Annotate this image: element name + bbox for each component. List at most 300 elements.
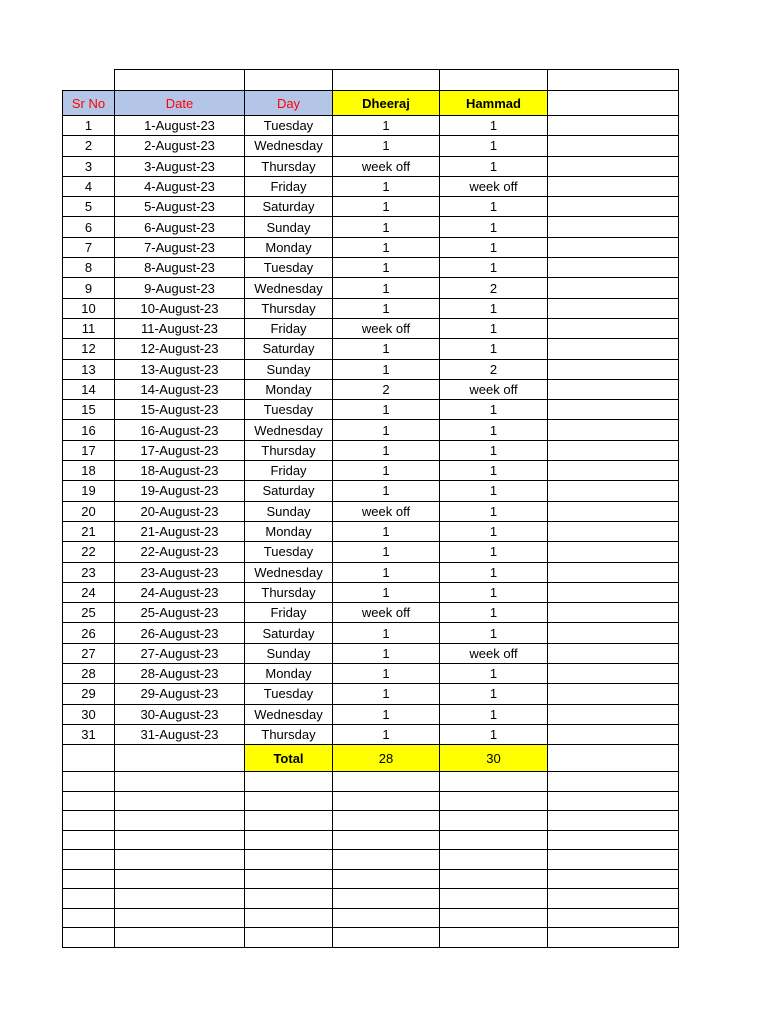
date-cell[interactable]: 9-August-23 — [115, 278, 245, 298]
cell[interactable] — [548, 70, 679, 91]
cell[interactable] — [63, 850, 115, 870]
sr-no-cell[interactable]: 25 — [63, 603, 115, 623]
header-date[interactable]: Date — [115, 91, 245, 116]
day-cell[interactable]: Sunday — [245, 643, 333, 663]
dheeraj-cell[interactable]: 1 — [333, 704, 440, 724]
cell[interactable] — [245, 908, 333, 928]
cell[interactable] — [548, 830, 679, 850]
date-cell[interactable]: 4-August-23 — [115, 176, 245, 196]
hammad-cell[interactable]: 1 — [440, 258, 548, 278]
hammad-cell[interactable]: 1 — [440, 684, 548, 704]
day-cell[interactable]: Thursday — [245, 724, 333, 744]
sr-no-cell[interactable]: 1 — [63, 116, 115, 136]
hammad-cell[interactable]: 1 — [440, 623, 548, 643]
sr-no-cell[interactable]: 3 — [63, 156, 115, 176]
sr-no-cell[interactable]: 20 — [63, 501, 115, 521]
empty-row — [63, 772, 679, 792]
table-row — [63, 582, 679, 602]
day-cell[interactable]: Monday — [245, 521, 333, 541]
cell[interactable] — [245, 811, 333, 831]
day-cell[interactable]: Sunday — [245, 501, 333, 521]
date-cell[interactable]: 24-August-23 — [115, 582, 245, 602]
extra-cell[interactable] — [548, 643, 679, 663]
dheeraj-cell[interactable]: 1 — [333, 278, 440, 298]
date-cell[interactable]: 19-August-23 — [115, 481, 245, 501]
cell[interactable] — [63, 928, 115, 948]
day-cell[interactable]: Wednesday — [245, 420, 333, 440]
date-cell[interactable]: 3-August-23 — [115, 156, 245, 176]
hammad-cell[interactable]: 1 — [440, 582, 548, 602]
day-cell[interactable]: Saturday — [245, 339, 333, 359]
extra-cell[interactable] — [548, 521, 679, 541]
table-row — [63, 298, 679, 318]
sr-no-cell[interactable]: 21 — [63, 521, 115, 541]
table-row — [63, 197, 679, 217]
table-row — [63, 420, 679, 440]
date-cell[interactable]: 25-August-23 — [115, 603, 245, 623]
extra-cell[interactable] — [548, 582, 679, 602]
hammad-cell[interactable]: 1 — [440, 116, 548, 136]
dheeraj-cell[interactable]: 1 — [333, 481, 440, 501]
sr-no-cell[interactable]: 13 — [63, 359, 115, 379]
date-cell[interactable]: 16-August-23 — [115, 420, 245, 440]
hammad-cell[interactable]: 1 — [440, 724, 548, 744]
sr-no-cell[interactable]: 31 — [63, 724, 115, 744]
date-cell[interactable]: 31-August-23 — [115, 724, 245, 744]
total-dheeraj[interactable]: 28 — [333, 745, 440, 772]
hammad-cell[interactable]: 1 — [440, 339, 548, 359]
hammad-cell[interactable]: 1 — [440, 664, 548, 684]
table-row — [63, 643, 679, 663]
cell[interactable] — [548, 928, 679, 948]
cell[interactable] — [548, 772, 679, 792]
date-cell[interactable]: 17-August-23 — [115, 440, 245, 460]
cell[interactable] — [548, 791, 679, 811]
cell[interactable] — [63, 908, 115, 928]
dheeraj-cell[interactable]: 1 — [333, 684, 440, 704]
date-cell[interactable]: 6-August-23 — [115, 217, 245, 237]
dheeraj-cell[interactable]: 1 — [333, 339, 440, 359]
dheeraj-cell[interactable]: week off — [333, 501, 440, 521]
cell[interactable] — [440, 850, 548, 870]
dheeraj-cell[interactable]: 1 — [333, 420, 440, 440]
hammad-cell[interactable]: 1 — [440, 400, 548, 420]
dheeraj-cell[interactable]: 1 — [333, 116, 440, 136]
cell[interactable] — [440, 889, 548, 909]
extra-cell[interactable] — [548, 461, 679, 481]
hammad-cell[interactable]: week off — [440, 176, 548, 196]
cell[interactable] — [548, 811, 679, 831]
table-row — [63, 379, 679, 399]
hammad-cell[interactable]: 1 — [440, 603, 548, 623]
date-cell[interactable]: 18-August-23 — [115, 461, 245, 481]
table-row — [63, 217, 679, 237]
sr-no-cell[interactable]: 16 — [63, 420, 115, 440]
sr-no-cell[interactable]: 8 — [63, 258, 115, 278]
empty-row — [63, 811, 679, 831]
empty-row — [63, 889, 679, 909]
cell[interactable] — [63, 772, 115, 792]
table-row — [63, 603, 679, 623]
day-cell[interactable]: Thursday — [245, 582, 333, 602]
cell[interactable] — [63, 889, 115, 909]
hammad-cell[interactable]: week off — [440, 379, 548, 399]
dheeraj-cell[interactable]: 1 — [333, 582, 440, 602]
table-row — [63, 501, 679, 521]
cell[interactable] — [245, 70, 333, 91]
header-row — [63, 91, 679, 116]
day-cell[interactable]: Monday — [245, 664, 333, 684]
cell[interactable] — [440, 908, 548, 928]
dheeraj-cell[interactable]: 1 — [333, 521, 440, 541]
cell[interactable] — [333, 811, 440, 831]
table-row — [63, 461, 679, 481]
hammad-cell[interactable]: 1 — [440, 521, 548, 541]
sr-no-cell[interactable]: 22 — [63, 542, 115, 562]
cell[interactable] — [115, 772, 245, 792]
date-cell[interactable]: 11-August-23 — [115, 318, 245, 338]
hammad-cell[interactable]: 2 — [440, 359, 548, 379]
hammad-cell[interactable]: 1 — [440, 136, 548, 156]
cell[interactable] — [115, 889, 245, 909]
extra-cell[interactable] — [548, 664, 679, 684]
table-row — [63, 318, 679, 338]
table-row — [63, 237, 679, 257]
cell[interactable] — [63, 869, 115, 889]
table-row — [63, 440, 679, 460]
day-cell[interactable]: Friday — [245, 318, 333, 338]
extra-cell[interactable] — [548, 176, 679, 196]
day-cell[interactable]: Sunday — [245, 217, 333, 237]
table-row — [63, 724, 679, 744]
cell[interactable] — [245, 869, 333, 889]
cell[interactable] — [333, 772, 440, 792]
day-cell[interactable]: Tuesday — [245, 258, 333, 278]
cell[interactable] — [333, 889, 440, 909]
dheeraj-cell[interactable]: 1 — [333, 440, 440, 460]
cell[interactable] — [548, 908, 679, 928]
day-cell[interactable]: Wednesday — [245, 562, 333, 582]
cell[interactable] — [245, 850, 333, 870]
hammad-cell[interactable]: 1 — [440, 562, 548, 582]
extra-cell[interactable] — [548, 501, 679, 521]
sr-no-cell[interactable]: 23 — [63, 562, 115, 582]
hammad-cell[interactable]: 1 — [440, 420, 548, 440]
sr-no-cell[interactable]: 9 — [63, 278, 115, 298]
hammad-cell[interactable]: 1 — [440, 197, 548, 217]
extra-cell[interactable] — [548, 704, 679, 724]
table-row — [63, 400, 679, 420]
dheeraj-cell[interactable]: 1 — [333, 400, 440, 420]
hammad-cell[interactable]: 1 — [440, 156, 548, 176]
date-cell[interactable]: 26-August-23 — [115, 623, 245, 643]
extra-cell[interactable] — [548, 724, 679, 744]
cell[interactable] — [245, 791, 333, 811]
sr-no-cell[interactable]: 24 — [63, 582, 115, 602]
cell[interactable] — [115, 811, 245, 831]
sr-no-cell[interactable]: 17 — [63, 440, 115, 460]
day-cell[interactable]: Thursday — [245, 298, 333, 318]
cell[interactable] — [333, 869, 440, 889]
dheeraj-cell[interactable]: 1 — [333, 664, 440, 684]
cell[interactable] — [115, 830, 245, 850]
extra-cell[interactable] — [548, 400, 679, 420]
hammad-cell[interactable]: 1 — [440, 461, 548, 481]
cell[interactable] — [548, 889, 679, 909]
day-cell[interactable]: Thursday — [245, 156, 333, 176]
cell[interactable] — [63, 791, 115, 811]
cell[interactable] — [548, 850, 679, 870]
cell[interactable] — [245, 772, 333, 792]
empty-row — [63, 830, 679, 850]
cell[interactable] — [245, 830, 333, 850]
day-cell[interactable]: Monday — [245, 379, 333, 399]
extra-cell[interactable] — [548, 481, 679, 501]
date-cell[interactable]: 27-August-23 — [115, 643, 245, 663]
hammad-cell[interactable]: 1 — [440, 481, 548, 501]
extra-cell[interactable] — [548, 379, 679, 399]
extra-cell[interactable] — [548, 237, 679, 257]
cell[interactable] — [115, 745, 245, 772]
sr-no-cell[interactable]: 7 — [63, 237, 115, 257]
hammad-cell[interactable]: 1 — [440, 298, 548, 318]
dheeraj-cell[interactable]: 1 — [333, 136, 440, 156]
cell[interactable] — [115, 791, 245, 811]
day-cell[interactable]: Thursday — [245, 440, 333, 460]
day-cell[interactable]: Tuesday — [245, 542, 333, 562]
extra-cell[interactable] — [548, 217, 679, 237]
dheeraj-cell[interactable]: 1 — [333, 197, 440, 217]
date-cell[interactable]: 15-August-23 — [115, 400, 245, 420]
extra-cell[interactable] — [548, 156, 679, 176]
table-row — [63, 542, 679, 562]
date-cell[interactable]: 23-August-23 — [115, 562, 245, 582]
top-blank-row — [63, 70, 679, 91]
day-cell[interactable]: Tuesday — [245, 684, 333, 704]
date-cell[interactable]: 13-August-23 — [115, 359, 245, 379]
extra-cell[interactable] — [548, 339, 679, 359]
hammad-cell[interactable]: 1 — [440, 501, 548, 521]
table-row — [63, 116, 679, 136]
cell[interactable] — [333, 70, 440, 91]
dheeraj-cell[interactable]: 1 — [333, 237, 440, 257]
cell[interactable] — [333, 908, 440, 928]
sr-no-cell[interactable]: 15 — [63, 400, 115, 420]
dheeraj-cell[interactable]: 1 — [333, 359, 440, 379]
sr-no-cell[interactable]: 29 — [63, 684, 115, 704]
cell[interactable] — [440, 869, 548, 889]
cell[interactable] — [440, 70, 548, 91]
day-cell[interactable]: Saturday — [245, 623, 333, 643]
sr-no-cell[interactable]: 30 — [63, 704, 115, 724]
header-hammad[interactable]: Hammad — [440, 91, 548, 116]
table-row — [63, 481, 679, 501]
hammad-cell[interactable]: 1 — [440, 440, 548, 460]
cell[interactable] — [548, 745, 679, 772]
hammad-cell[interactable]: 1 — [440, 318, 548, 338]
header-sr-no[interactable]: Sr No — [63, 91, 115, 116]
extra-cell[interactable] — [548, 258, 679, 278]
dheeraj-cell[interactable]: 1 — [333, 258, 440, 278]
day-cell[interactable]: Saturday — [245, 481, 333, 501]
empty-row — [63, 928, 679, 948]
date-cell[interactable]: 20-August-23 — [115, 501, 245, 521]
table-row — [63, 156, 679, 176]
cell[interactable] — [245, 928, 333, 948]
day-cell[interactable]: Wednesday — [245, 136, 333, 156]
date-cell[interactable]: 21-August-23 — [115, 521, 245, 541]
extra-cell[interactable] — [548, 603, 679, 623]
table-row — [63, 176, 679, 196]
dheeraj-cell[interactable]: 1 — [333, 217, 440, 237]
header-dheeraj[interactable]: Dheeraj — [333, 91, 440, 116]
extra-cell[interactable] — [548, 440, 679, 460]
day-cell[interactable]: Monday — [245, 237, 333, 257]
header-day[interactable]: Day — [245, 91, 333, 116]
table-row — [63, 562, 679, 582]
empty-row — [63, 791, 679, 811]
extra-cell[interactable] — [548, 197, 679, 217]
day-cell[interactable]: Saturday — [245, 197, 333, 217]
hammad-cell[interactable]: 2 — [440, 278, 548, 298]
cell[interactable] — [63, 830, 115, 850]
day-cell[interactable]: Sunday — [245, 359, 333, 379]
hammad-cell[interactable]: 1 — [440, 542, 548, 562]
dheeraj-cell[interactable]: 1 — [333, 298, 440, 318]
date-cell[interactable]: 10-August-23 — [115, 298, 245, 318]
table-row — [63, 278, 679, 298]
extra-cell[interactable] — [548, 420, 679, 440]
dheeraj-cell[interactable]: 1 — [333, 562, 440, 582]
day-cell[interactable]: Friday — [245, 603, 333, 623]
date-cell[interactable]: 30-August-23 — [115, 704, 245, 724]
totals-row — [63, 745, 679, 772]
table-row — [63, 623, 679, 643]
dheeraj-cell[interactable]: 1 — [333, 542, 440, 562]
dheeraj-cell[interactable]: 1 — [333, 623, 440, 643]
date-cell[interactable]: 1-August-23 — [115, 116, 245, 136]
table-row — [63, 359, 679, 379]
sr-no-cell[interactable]: 19 — [63, 481, 115, 501]
cell[interactable] — [440, 811, 548, 831]
total-label[interactable]: Total — [245, 745, 333, 772]
empty-row — [63, 869, 679, 889]
date-cell[interactable]: 8-August-23 — [115, 258, 245, 278]
day-cell[interactable]: Tuesday — [245, 116, 333, 136]
cell[interactable] — [115, 869, 245, 889]
empty-row — [63, 850, 679, 870]
dheeraj-cell[interactable]: week off — [333, 156, 440, 176]
cell[interactable] — [115, 908, 245, 928]
day-cell[interactable]: Friday — [245, 176, 333, 196]
cell[interactable] — [115, 70, 245, 91]
sr-no-cell[interactable]: 6 — [63, 217, 115, 237]
extra-cell[interactable] — [548, 318, 679, 338]
cell[interactable] — [333, 850, 440, 870]
extra-cell[interactable] — [548, 298, 679, 318]
sr-no-cell[interactable]: 5 — [63, 197, 115, 217]
day-cell[interactable]: Wednesday — [245, 704, 333, 724]
dheeraj-cell[interactable]: 1 — [333, 724, 440, 744]
cell[interactable] — [440, 830, 548, 850]
extra-cell[interactable] — [548, 542, 679, 562]
cell[interactable] — [333, 830, 440, 850]
table-row — [63, 136, 679, 156]
extra-cell[interactable] — [548, 684, 679, 704]
sr-no-cell[interactable]: 4 — [63, 176, 115, 196]
hammad-cell[interactable]: 1 — [440, 237, 548, 257]
sr-no-cell[interactable]: 12 — [63, 339, 115, 359]
cell[interactable] — [245, 889, 333, 909]
sr-no-cell[interactable]: 10 — [63, 298, 115, 318]
day-cell[interactable]: Friday — [245, 461, 333, 481]
table-row — [63, 258, 679, 278]
cell[interactable] — [115, 850, 245, 870]
sr-no-cell[interactable]: 18 — [63, 461, 115, 481]
sr-no-cell[interactable]: 26 — [63, 623, 115, 643]
cell[interactable] — [115, 928, 245, 948]
date-cell[interactable]: 5-August-23 — [115, 197, 245, 217]
table-row — [63, 521, 679, 541]
hammad-cell[interactable]: 1 — [440, 217, 548, 237]
day-cell[interactable]: Wednesday — [245, 278, 333, 298]
table-row — [63, 684, 679, 704]
sr-no-cell[interactable]: 2 — [63, 136, 115, 156]
sr-no-cell[interactable]: 27 — [63, 643, 115, 663]
extra-cell[interactable] — [548, 116, 679, 136]
extra-cell[interactable] — [548, 136, 679, 156]
sr-no-cell[interactable]: 14 — [63, 379, 115, 399]
day-cell[interactable]: Tuesday — [245, 400, 333, 420]
cell[interactable] — [440, 772, 548, 792]
header-extra[interactable] — [548, 91, 679, 116]
date-cell[interactable]: 12-August-23 — [115, 339, 245, 359]
hammad-cell[interactable]: week off — [440, 643, 548, 663]
cell[interactable] — [63, 811, 115, 831]
table-row — [63, 704, 679, 724]
dheeraj-cell[interactable]: 2 — [333, 379, 440, 399]
cell[interactable] — [333, 791, 440, 811]
cell[interactable] — [548, 869, 679, 889]
cell[interactable] — [63, 745, 115, 772]
total-hammad[interactable]: 30 — [440, 745, 548, 772]
extra-cell[interactable] — [548, 278, 679, 298]
dheeraj-cell[interactable]: 1 — [333, 643, 440, 663]
date-cell[interactable]: 2-August-23 — [115, 136, 245, 156]
cell[interactable] — [63, 70, 115, 91]
sr-no-cell[interactable]: 11 — [63, 318, 115, 338]
table-row — [63, 339, 679, 359]
date-cell[interactable]: 29-August-23 — [115, 684, 245, 704]
date-cell[interactable]: 7-August-23 — [115, 237, 245, 257]
extra-cell[interactable] — [548, 623, 679, 643]
extra-cell[interactable] — [548, 562, 679, 582]
sr-no-cell[interactable]: 28 — [63, 664, 115, 684]
cell[interactable] — [333, 928, 440, 948]
extra-cell[interactable] — [548, 359, 679, 379]
dheeraj-cell[interactable]: 1 — [333, 176, 440, 196]
dheeraj-cell[interactable]: week off — [333, 603, 440, 623]
table-row — [63, 664, 679, 684]
date-cell[interactable]: 28-August-23 — [115, 664, 245, 684]
hammad-cell[interactable]: 1 — [440, 704, 548, 724]
cell[interactable] — [440, 791, 548, 811]
dheeraj-cell[interactable]: week off — [333, 318, 440, 338]
date-cell[interactable]: 22-August-23 — [115, 542, 245, 562]
dheeraj-cell[interactable]: 1 — [333, 461, 440, 481]
date-cell[interactable]: 14-August-23 — [115, 379, 245, 399]
cell[interactable] — [440, 928, 548, 948]
